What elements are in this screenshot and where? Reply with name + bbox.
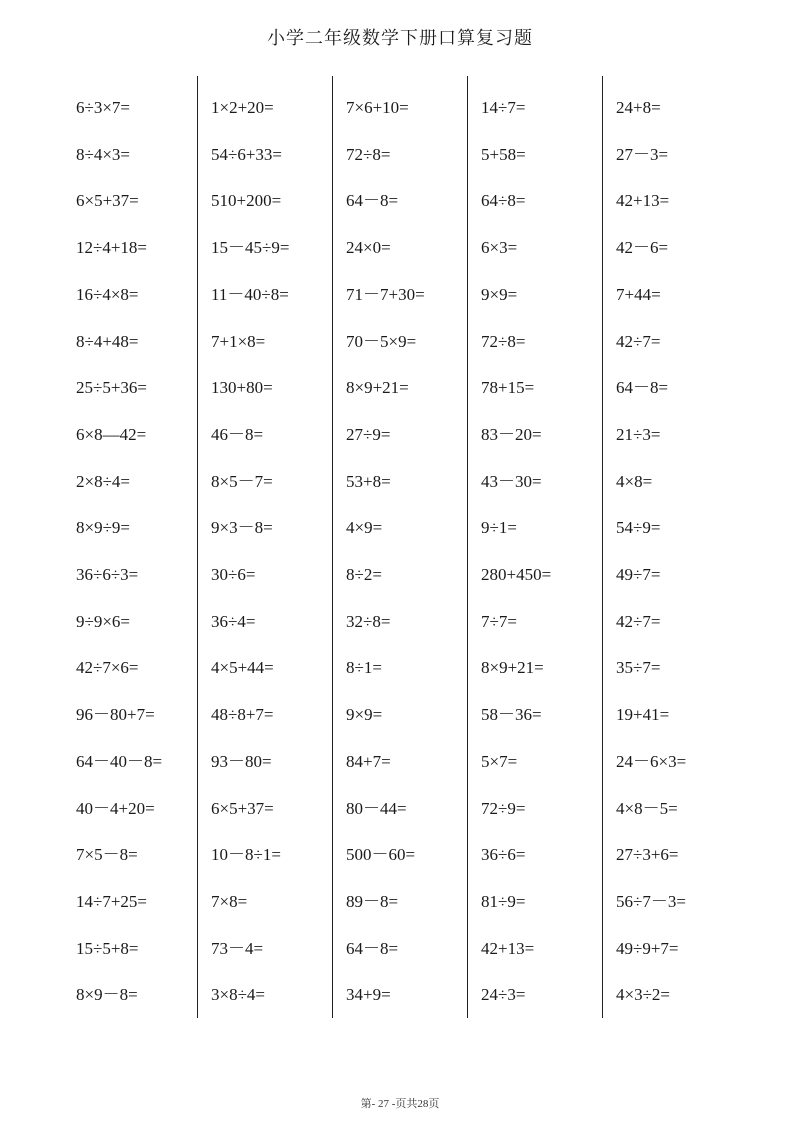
math-problem: 64－8= <box>346 938 399 958</box>
math-problem: 64－8= <box>616 378 669 398</box>
math-problem: 280+450= <box>481 565 552 584</box>
math-problem: 15÷5+8= <box>76 938 139 958</box>
math-problem: 14÷7= <box>481 98 526 117</box>
math-problem: 7×5－8= <box>76 845 138 865</box>
math-problem: 49÷7= <box>616 565 661 584</box>
math-problem: 35÷7= <box>616 658 661 678</box>
math-problem: 89－8= <box>346 891 399 911</box>
math-problem: 510+200= <box>211 191 282 211</box>
math-problem: 42÷7= <box>616 611 661 631</box>
math-problem: 71－7+30= <box>346 284 425 304</box>
math-problem: 46－8= <box>211 424 264 444</box>
math-problem: 36÷6÷3= <box>76 565 139 584</box>
problem-column <box>333 76 468 1018</box>
math-problem: 8×5－7= <box>211 471 273 491</box>
math-problem: 19+41= <box>616 705 670 725</box>
math-problem: 7+44= <box>616 284 661 304</box>
math-problem: 78+15= <box>481 378 535 398</box>
math-problem: 2×8÷4= <box>76 471 131 491</box>
math-problem: 32÷8= <box>346 611 391 631</box>
math-problem: 58－36= <box>481 705 542 725</box>
math-problem: 5×7= <box>481 751 518 771</box>
math-problem: 8×9－8= <box>76 985 138 1005</box>
math-problem: 42÷7×6= <box>76 658 139 678</box>
math-problem: 24×0= <box>346 238 391 258</box>
column-divider <box>332 76 333 1018</box>
page-title: 小学二年级数学下册口算复习题 <box>267 28 533 48</box>
math-problem: 42+13= <box>616 191 670 211</box>
math-problem: 14÷7+25= <box>76 891 148 911</box>
math-problem: 42+13= <box>481 938 535 958</box>
math-problem: 93－80= <box>211 751 272 771</box>
math-problem: 53+8= <box>346 471 391 491</box>
math-problem: 96－80+7= <box>76 705 155 725</box>
math-problem: 10－8÷1= <box>211 845 281 865</box>
math-problem: 9×3－8= <box>211 518 273 538</box>
math-problem: 9÷9×6= <box>76 611 131 631</box>
math-problem: 42－6= <box>616 238 669 258</box>
math-problem: 8×9÷9= <box>76 518 131 538</box>
problem-column <box>468 76 603 1018</box>
math-problem: 21÷3= <box>616 424 661 444</box>
math-problem: 8×9+21= <box>481 658 544 678</box>
column-divider <box>197 76 198 1018</box>
math-problem: 5+58= <box>481 144 526 164</box>
math-problem: 72÷9= <box>481 798 526 818</box>
math-problem: 27÷3+6= <box>616 845 679 865</box>
math-problem: 6×5+37= <box>76 191 139 211</box>
math-problem: 500－60= <box>346 845 416 865</box>
math-problem: 83－20= <box>481 424 542 444</box>
math-problem: 70－5×9= <box>346 331 417 351</box>
math-problem: 4×8－5= <box>616 798 678 818</box>
math-problem: 8÷2= <box>346 565 382 584</box>
math-problem: 54÷9= <box>616 518 661 538</box>
math-problem: 16÷4×8= <box>76 284 139 304</box>
math-problem: 6×3= <box>481 238 518 258</box>
problem-column <box>63 76 198 1018</box>
math-problem: 15－45÷9= <box>211 238 290 258</box>
math-problem: 6÷3×7= <box>76 98 131 117</box>
math-problem: 4×9= <box>346 518 383 538</box>
math-problem: 24÷3= <box>481 985 526 1005</box>
math-problem: 7×6+10= <box>346 98 409 117</box>
math-problem: 3×8÷4= <box>211 985 266 1005</box>
math-problem: 8÷4+48= <box>76 331 139 351</box>
math-problem: 48÷8+7= <box>211 705 274 725</box>
math-problem: 36÷6= <box>481 845 526 865</box>
math-problem: 7×8= <box>211 891 248 911</box>
math-problem: 9÷1= <box>481 518 517 538</box>
math-problem: 7+1×8= <box>211 331 266 351</box>
math-problem: 73－4= <box>211 938 264 958</box>
math-problem: 34+9= <box>346 985 391 1005</box>
math-problem: 12÷4+18= <box>76 238 148 258</box>
math-problem: 4×5+44= <box>211 658 274 678</box>
problem-column <box>603 76 738 1018</box>
math-problem: 11－40÷8= <box>211 284 289 304</box>
math-problem: 81÷9= <box>481 891 526 911</box>
math-problem: 24+8= <box>616 98 661 117</box>
math-problem: 8÷1= <box>346 658 382 678</box>
math-problem: 6×5+37= <box>211 798 274 818</box>
math-problem: 6×8—42= <box>76 424 147 444</box>
math-problem: 36÷4= <box>211 611 256 631</box>
math-problem: 84+7= <box>346 751 391 771</box>
math-problem: 72÷8= <box>346 144 391 164</box>
math-problem: 72÷8= <box>481 331 526 351</box>
math-problem: 8÷4×3= <box>76 144 131 164</box>
math-problem: 25÷5+36= <box>76 378 148 398</box>
math-problem: 4×3÷2= <box>616 985 671 1005</box>
math-problem: 24－6×3= <box>616 751 687 771</box>
math-problem: 9×9= <box>481 284 518 304</box>
column-divider <box>467 76 468 1018</box>
page-footer: 第- 27 -页共28页 <box>360 1098 440 1110</box>
math-problem: 27÷9= <box>346 424 391 444</box>
math-problem: 64－40－8= <box>76 751 163 771</box>
math-problem: 42÷7= <box>616 331 661 351</box>
math-problem: 40－4+20= <box>76 798 155 818</box>
math-problem: 9×9= <box>346 705 383 725</box>
problem-grid <box>63 76 738 1018</box>
math-problem: 1×2+20= <box>211 98 274 117</box>
math-problem: 30÷6= <box>211 565 256 584</box>
math-problem: 49÷9+7= <box>616 938 679 958</box>
math-problem: 54÷6+33= <box>211 144 283 164</box>
math-problem: 27－3= <box>616 144 669 164</box>
column-divider <box>602 76 603 1018</box>
math-problem: 43－30= <box>481 471 542 491</box>
math-problem: 130+80= <box>211 378 273 398</box>
math-problem: 56÷7－3= <box>616 891 686 911</box>
math-problem: 8×9+21= <box>346 378 409 398</box>
math-problem: 64÷8= <box>481 191 526 211</box>
problem-column <box>198 76 333 1018</box>
math-problem: 7÷7= <box>481 611 517 631</box>
math-problem: 64－8= <box>346 191 399 211</box>
math-problem: 80－44= <box>346 798 407 818</box>
math-problem: 4×8= <box>616 471 653 491</box>
